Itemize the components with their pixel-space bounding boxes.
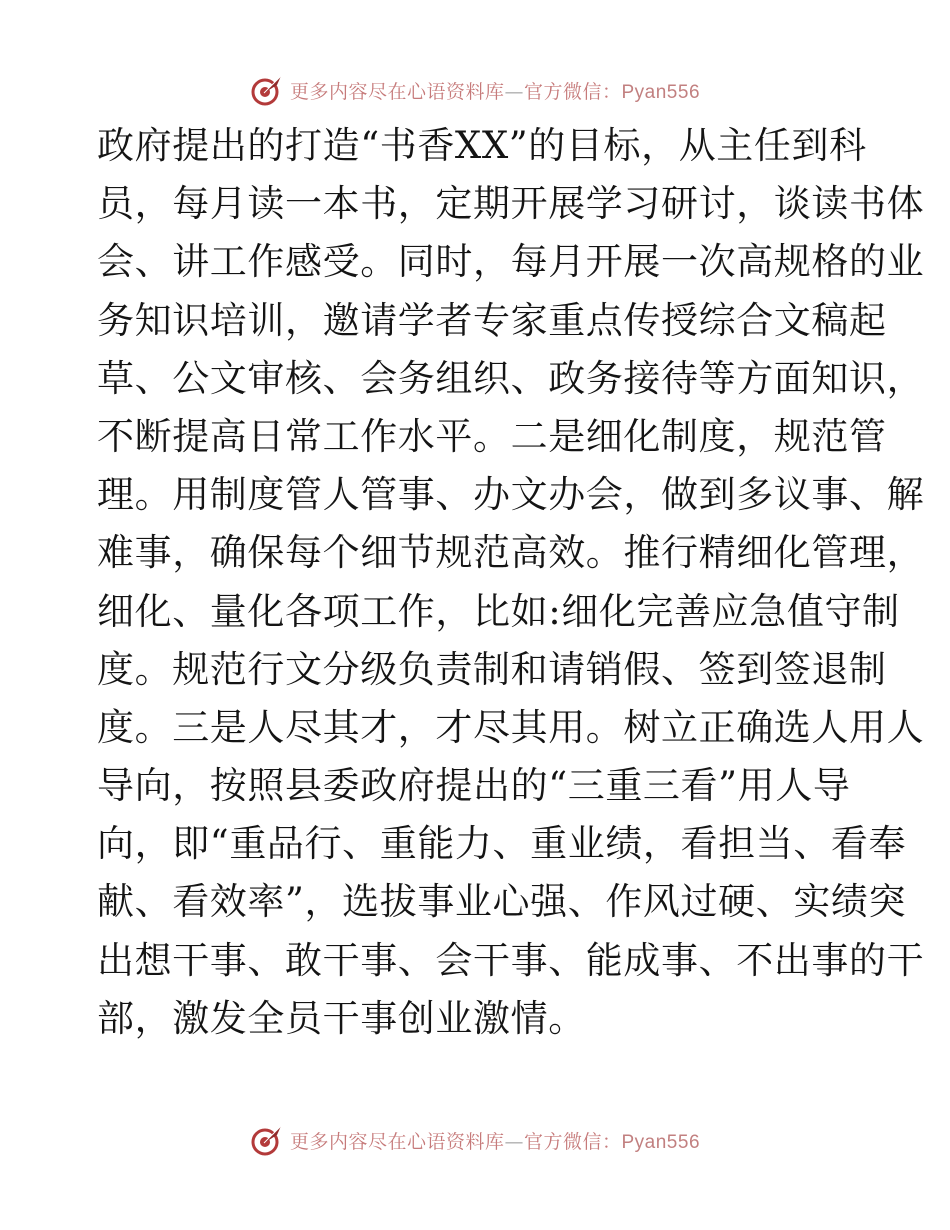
- footer-banner: [0, 1120, 950, 1160]
- body-line: 理。用制度管人管事、办文办会，做到多议事、解: [97, 473, 925, 517]
- body-line: 务知识培训，邀请学者专家重点传授综合文稿起: [97, 298, 887, 342]
- footer-brand-text: 更多内容尽在心语资料库: [289, 1130, 505, 1153]
- header-banner: [0, 70, 950, 110]
- body-line: 献、看效率”，选拔事业心强、作风过硬、实绩突: [97, 880, 907, 924]
- body-line: 部，激发全员干事创业激情。: [97, 996, 586, 1040]
- footer-contact-label: 官方微信：: [523, 1130, 622, 1153]
- header-separator: —: [504, 80, 524, 103]
- body-line: 向，即“重品行、重能力、重业绩，看担当、看奉: [97, 822, 907, 866]
- body-line: 员，每月读一本书，定期开展学习研讨，谈读书体: [97, 182, 925, 226]
- header-contact-label: 官方微信：: [523, 80, 622, 103]
- body-line: 会、讲工作感受。同时，每月开展一次高规格的业: [97, 240, 925, 284]
- body-line: 草、公文审核、会务组织、政务接待等方面知识，: [97, 356, 925, 400]
- body-line: 出想干事、敢干事、会干事、能成事、不出事的干: [97, 938, 925, 982]
- body-line: 细化、量化各项工作，比如:细化完善应急值守制: [97, 589, 900, 633]
- quill-logo-icon: [250, 1123, 284, 1157]
- body-line: 政府提出的打造“书香XX”的目标，从主任到科: [97, 124, 867, 167]
- header-contact-account: Pyan556: [621, 81, 701, 103]
- footer-contact-account: Pyan556: [621, 1131, 701, 1153]
- header-brand-text: 更多内容尽在心语资料库: [289, 80, 505, 103]
- footer-separator: —: [504, 1130, 524, 1153]
- header-banner-text: [290, 77, 700, 104]
- body-line: 导向，按照县委政府提出的“三重三看”用人导: [97, 764, 851, 808]
- quill-logo-icon: [250, 73, 284, 107]
- footer-banner-text: [290, 1127, 700, 1154]
- body-line: 度。规范行文分级负责制和请销假、签到签退制: [97, 647, 887, 691]
- document-body: [97, 117, 925, 1048]
- body-line: 不断提高日常工作水平。二是细化制度，规范管: [97, 414, 887, 458]
- body-line: 难事，确保每个细节规范高效。推行精细化管理，: [97, 531, 925, 575]
- body-line: 度。三是人尽其才，才尽其用。树立正确选人用人: [97, 705, 925, 749]
